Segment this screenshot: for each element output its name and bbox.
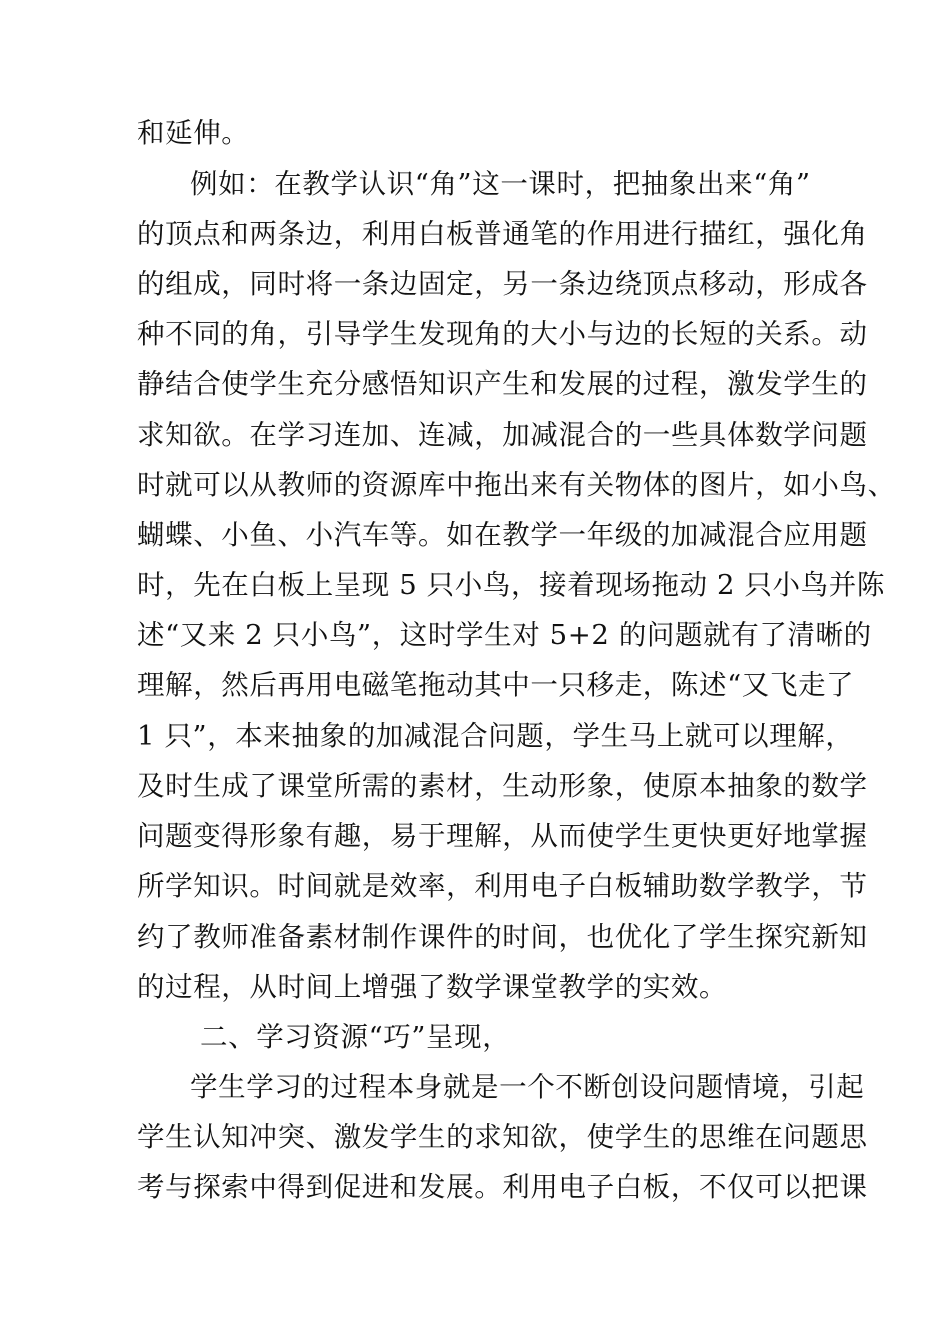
text-line: 所学知识。时间就是效率，利用电子白板辅助数学教学，节 [137, 870, 868, 902]
text-line: 理解，然后再用电磁笔拖动其中一只移走，陈述“又飞走了 [137, 669, 855, 701]
text-line: 约了教师准备素材制作课件的时间，也优化了学生探究新知 [137, 921, 868, 953]
text-line: 及时生成了课堂所需的素材，生动形象，使原本抽象的数学 [137, 770, 868, 802]
text-line: 时就可以从教师的资源库中拖出来有关物体的图片，如小鸟、 [137, 469, 896, 501]
paragraph-start-line: 例如：在教学认识“角”这一课时，把抽象出来“角” [190, 168, 811, 200]
paragraph-start-line: 学生学习的过程本身就是一个不断创设问题情境，引起 [190, 1071, 865, 1103]
text-line: 述“又来 2 只小鸟”，这时学生对 5+2 的问题就有了清晰的 [137, 619, 872, 651]
text-line: 问题变得形象有趣，易于理解，从而使学生更快更好地掌握 [137, 820, 868, 852]
text-line: 求知欲。在学习连加、连减，加减混合的一些具体数学问题 [137, 419, 868, 451]
text-line: 蝴蝶、小鱼、小汽车等。如在教学一年级的加减混合应用题 [137, 519, 868, 551]
text-line: 和延伸。 [137, 117, 250, 149]
section-heading: 二、学习资源“巧”呈现， [200, 1021, 511, 1053]
text-line: 的过程，从时间上增强了数学课堂教学的实效。 [137, 971, 728, 1003]
text-line: 考与探索中得到促进和发展。利用电子白板，不仅可以把课 [137, 1171, 868, 1203]
text-line: 的顶点和两条边，利用白板普通笔的作用进行描红，强化角 [137, 218, 868, 250]
text-line: 1 只”，本来抽象的加减混合问题，学生马上就可以理解， [137, 720, 854, 752]
text-line: 学生认知冲突、激发学生的求知欲，使学生的思维在问题思 [137, 1121, 868, 1153]
text-line: 种不同的角，引导学生发现角的大小与边的长短的关系。动 [137, 318, 868, 350]
text-line: 静结合使学生充分感悟知识产生和发展的过程，激发学生的 [137, 368, 868, 400]
text-line: 的组成，同时将一条边固定，另一条边绕顶点移动，形成各 [137, 268, 868, 300]
text-line: 时，先在白板上呈现 5 只小鸟，接着现场拖动 2 只小鸟并陈 [137, 569, 885, 601]
